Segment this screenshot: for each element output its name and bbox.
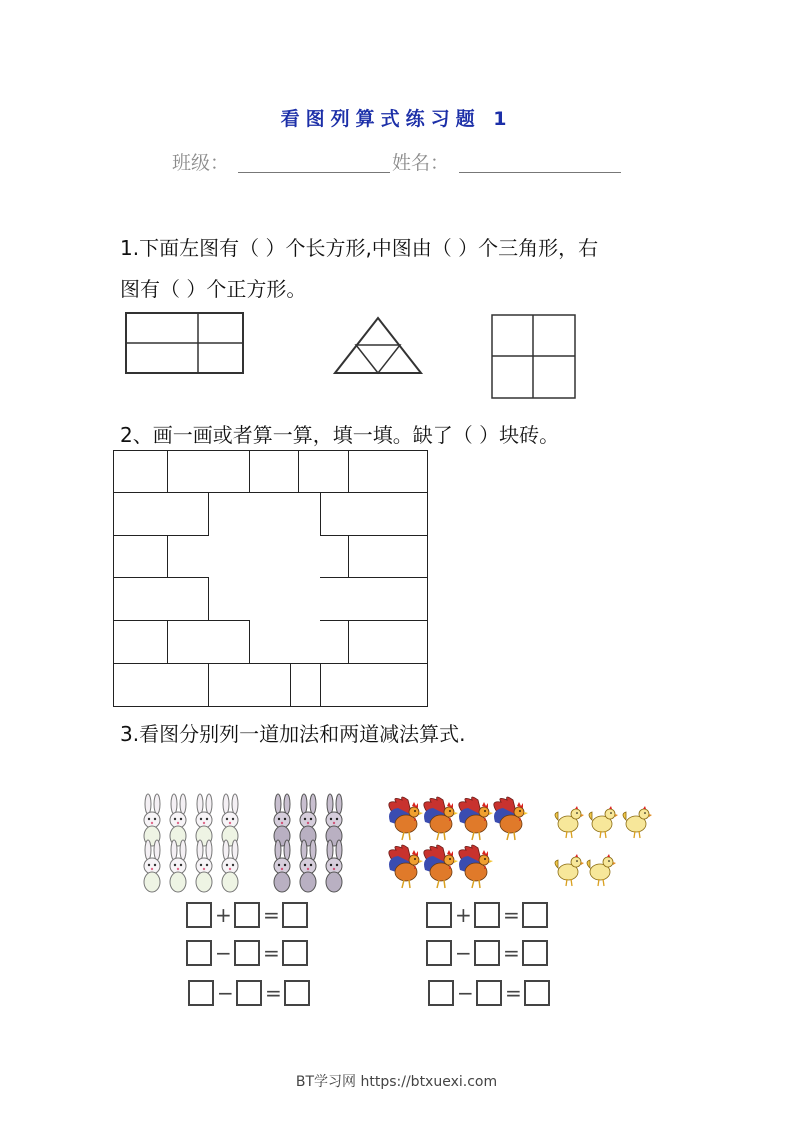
rooster-picture [386,792,658,896]
answer-box[interactable] [186,902,212,928]
equation-row [188,980,310,1006]
class-blank[interactable] [238,172,390,173]
answer-box[interactable] [186,940,212,966]
q3-text: 3.看图分别列一道加法和两道减法算式. [120,722,466,746]
rabbit-icon [170,794,186,846]
equals-sign: = [263,903,280,927]
brick [113,492,209,536]
rabbit-icon [274,840,290,892]
chick-icon [555,854,584,886]
equals-sign: = [265,981,282,1005]
answer-box[interactable] [426,940,452,966]
q1-line2: 图有（ ）个正方形。 [120,277,307,301]
answer-box[interactable] [426,902,452,928]
answer-box[interactable] [234,940,260,966]
rectangle-figure [124,310,249,376]
answer-box[interactable] [236,980,262,1006]
answer-box[interactable] [234,902,260,928]
operator: − [215,941,232,965]
brick [113,450,168,493]
equation-row [186,902,310,928]
brick [348,620,428,664]
operator: − [217,981,234,1005]
brick [298,450,349,493]
rabbit-icon [326,840,342,892]
operator: + [215,903,232,927]
class-label: 班级： [172,152,230,174]
rooster-icon [424,797,458,840]
brick [113,663,209,707]
equation-row [426,940,550,966]
operator: + [455,903,472,927]
answer-box[interactable] [476,980,502,1006]
brick [167,620,250,664]
brick [113,620,168,664]
rooster-icon [494,797,528,840]
rabbit-icon [144,840,160,892]
answer-box[interactable] [522,940,548,966]
brick [348,450,428,493]
answer-box[interactable] [282,940,308,966]
chick-icon [589,806,618,838]
rabbit-icon [274,794,290,846]
brick [290,663,321,707]
equations-right [426,902,550,1006]
brick-edge [208,577,209,621]
brick [348,535,428,578]
triangle-figure [333,315,425,377]
brick [320,492,428,536]
page-title: 看图列算式练习题 1 [280,108,513,130]
chick-icon [623,806,652,838]
rooster-icon [459,797,493,840]
rooster-icon [389,845,423,888]
rabbit-icon [300,794,316,846]
rabbit-icon [222,794,238,846]
equals-sign: = [505,981,522,1005]
equals-sign: = [263,941,280,965]
answer-box[interactable] [428,980,454,1006]
equation-row [186,940,310,966]
name-blank[interactable] [459,172,621,173]
brick [249,450,299,493]
brick [113,577,209,621]
brick-wall [113,450,429,707]
brick [208,663,291,707]
rabbit-picture [136,792,354,896]
answer-box[interactable] [188,980,214,1006]
rooster-icon [389,797,423,840]
rabbit-icon [170,840,186,892]
answer-box[interactable] [524,980,550,1006]
q1-line1: 1.下面左图有（ ）个长方形,中图由（ ）个三角形，右 [120,236,599,260]
footer-source[interactable]: BT学习网 https://btxuexi.com [295,1074,498,1090]
brick [320,663,428,707]
q2-text: 2、画一画或者算一算，填一填。缺了（ ）块砖。 [120,423,560,447]
brick-edge [249,620,349,664]
answer-box[interactable] [282,902,308,928]
rabbit-icon [326,794,342,846]
rabbit-icon [196,794,212,846]
rooster-icon [459,845,493,888]
equals-sign: = [503,903,520,927]
chick-icon [555,806,584,838]
equations-left [186,902,310,1006]
name-label: 姓名： [392,152,450,174]
answer-box[interactable] [522,902,548,928]
equation-row [426,902,550,928]
rabbit-icon [300,840,316,892]
chick-icon [587,854,616,886]
rabbit-icon [144,794,160,846]
answer-box[interactable] [474,940,500,966]
operator: − [457,981,474,1005]
equals-sign: = [503,941,520,965]
answer-box[interactable] [284,980,310,1006]
answer-box[interactable] [474,902,500,928]
rabbit-icon [196,840,212,892]
rabbit-icon [222,840,238,892]
equation-row [428,980,550,1006]
brick [113,535,168,578]
square-figure [490,313,578,401]
rooster-icon [424,845,458,888]
brick [167,450,250,493]
operator: − [455,941,472,965]
brick [320,577,428,621]
